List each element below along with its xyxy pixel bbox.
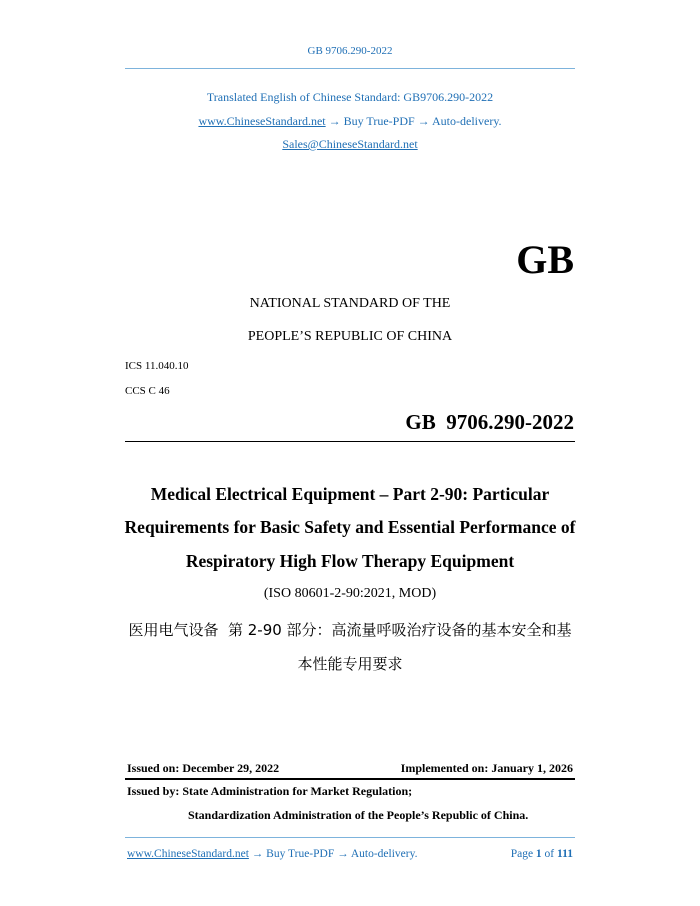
standard-number: GB 9706.290-2022 bbox=[405, 410, 574, 434]
page-total: 111 bbox=[557, 848, 573, 860]
footer-purchase-text: → Buy True-PDF → Auto-delivery. bbox=[248, 848, 418, 860]
email-line bbox=[0, 137, 700, 152]
header-divider bbox=[125, 68, 575, 69]
issued-by: Issued by: State Administration for Market Regulation; bbox=[127, 784, 413, 798]
issued-by-line2: Standardization Administration of the People’s Republic of China. bbox=[188, 808, 529, 822]
title-cn-line2: 本性能专用要求 bbox=[297, 655, 403, 673]
gb-logo: GB bbox=[516, 237, 574, 282]
promo-purchase-line bbox=[0, 114, 700, 129]
issued-rule bbox=[125, 778, 575, 780]
title-en-line2: Requirements for Basic Safety and Essential Performance of bbox=[124, 517, 576, 537]
footer-promo bbox=[127, 848, 417, 860]
national-standard-line1: NATIONAL STANDARD OF THE bbox=[249, 296, 451, 311]
ccs-code: CCS C 46 bbox=[125, 385, 170, 397]
page-indicator bbox=[511, 848, 573, 860]
running-header: GB 9706.290-2022 bbox=[307, 45, 393, 57]
page-label: Page bbox=[510, 848, 534, 860]
title-en-line3: Respiratory High Flow Therapy Equipment bbox=[185, 551, 515, 571]
page-current: 1 bbox=[535, 848, 542, 860]
promo-line: Translated English of Chinese Standard: GB9706.290-2022 bbox=[206, 90, 494, 104]
national-standard-line2: PEOPLE’S REPUBLIC OF CHINA bbox=[247, 329, 453, 344]
email-link[interactable]: Sales@ChineseStandard.net bbox=[282, 137, 418, 151]
implemented-on: Implemented on: January 1, 2026 bbox=[400, 761, 573, 775]
iso-reference: (ISO 80601-2-90:2021, MOD) bbox=[263, 586, 437, 601]
purchase-text: → Buy True-PDF → Auto-delivery. bbox=[325, 114, 502, 128]
footer-website-link[interactable]: www.ChineseStandard.net bbox=[127, 848, 249, 860]
page-of: of bbox=[544, 848, 555, 860]
title-cn-line1: 医用电气设备 第 2-90 部分：高流量呼吸治疗设备的基本安全和基 bbox=[128, 621, 572, 639]
issued-on: Issued on: December 29, 2022 bbox=[127, 761, 280, 775]
standard-number-rule bbox=[125, 441, 575, 442]
title-en-line1: Medical Electrical Equipment – Part 2-90: Particular bbox=[150, 484, 550, 504]
footer-divider bbox=[125, 837, 575, 838]
website-link[interactable]: www.ChineseStandard.net bbox=[198, 114, 326, 128]
ics-code: ICS 11.040.10 bbox=[125, 360, 189, 372]
